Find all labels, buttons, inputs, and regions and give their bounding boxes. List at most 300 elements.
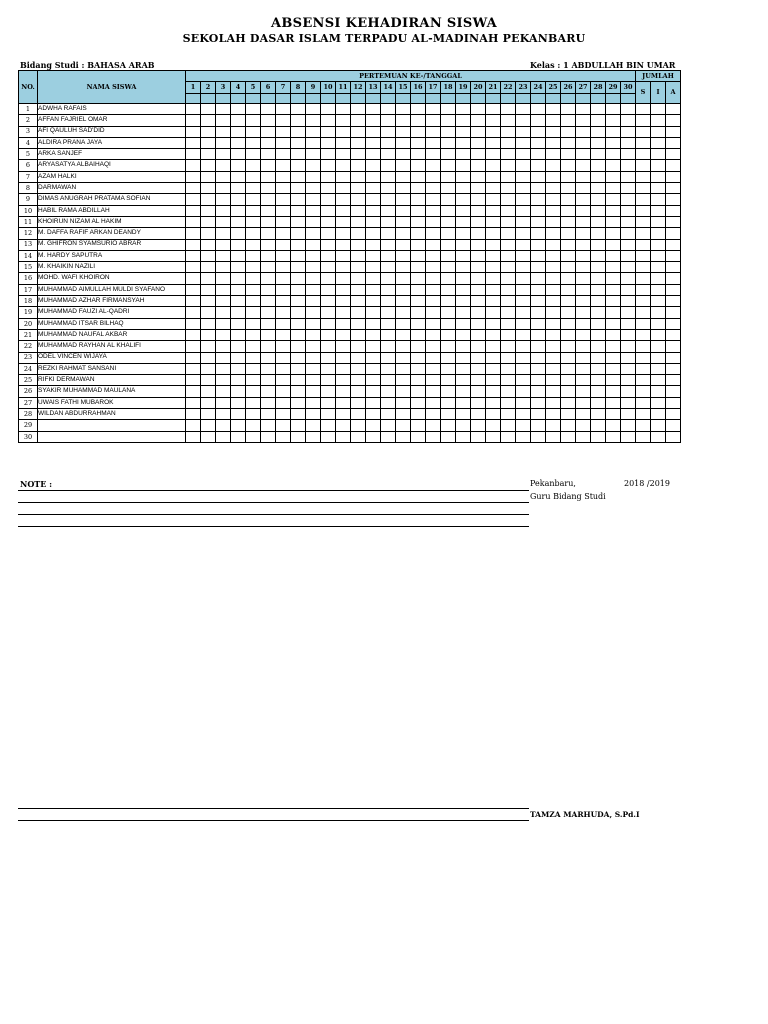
attendance-cell	[636, 160, 651, 171]
attendance-cell	[201, 216, 216, 227]
attendance-cell	[471, 149, 486, 160]
meeting-number: 30	[621, 82, 636, 94]
attendance-cell	[411, 352, 426, 363]
attendance-cell	[666, 341, 681, 352]
attendance-cell	[261, 137, 276, 148]
attendance-cell	[471, 228, 486, 239]
attendance-cell	[636, 431, 651, 442]
meeting-date-cell	[576, 94, 591, 104]
attendance-cell	[261, 104, 276, 115]
attendance-cell	[321, 137, 336, 148]
attendance-cell	[366, 397, 381, 408]
attendance-cell	[666, 262, 681, 273]
attendance-cell	[531, 386, 546, 397]
attendance-cell	[636, 397, 651, 408]
attendance-cell	[576, 329, 591, 340]
attendance-cell	[411, 273, 426, 284]
attendance-cell	[591, 318, 606, 329]
attendance-cell	[186, 273, 201, 284]
attendance-cell	[276, 262, 291, 273]
attendance-cell	[381, 341, 396, 352]
attendance-cell	[471, 273, 486, 284]
attendance-cell	[381, 296, 396, 307]
attendance-cell	[351, 307, 366, 318]
attendance-cell	[186, 386, 201, 397]
note-line	[18, 502, 529, 503]
attendance-cell	[501, 205, 516, 216]
attendance-cell	[456, 160, 471, 171]
attendance-cell	[666, 239, 681, 250]
attendance-cell	[531, 137, 546, 148]
attendance-cell	[516, 352, 531, 363]
attendance-cell	[351, 431, 366, 442]
attendance-cell	[426, 126, 441, 137]
attendance-cell	[576, 216, 591, 227]
attendance-cell	[606, 262, 621, 273]
attendance-cell	[636, 409, 651, 420]
table-row	[19, 386, 681, 397]
meeting-number: 10	[321, 82, 336, 94]
meeting-number: 22	[501, 82, 516, 94]
attendance-cell	[291, 137, 306, 148]
attendance-cell	[606, 126, 621, 137]
attendance-cell	[636, 363, 651, 374]
attendance-cell	[276, 341, 291, 352]
attendance-cell	[261, 205, 276, 216]
attendance-cell	[546, 183, 561, 194]
attendance-cell	[606, 115, 621, 126]
attendance-cell	[456, 273, 471, 284]
attendance-cell	[411, 284, 426, 295]
attendance-cell	[381, 386, 396, 397]
attendance-cell	[306, 239, 321, 250]
attendance-cell	[426, 420, 441, 431]
attendance-cell	[396, 431, 411, 442]
attendance-cell	[486, 397, 501, 408]
meeting-date-cell	[516, 94, 531, 104]
meeting-date-cell	[471, 94, 486, 104]
attendance-cell	[321, 420, 336, 431]
attendance-cell	[441, 126, 456, 137]
document-title: ABSENSI KEHADIRAN SISWA	[270, 16, 498, 31]
attendance-cell	[381, 250, 396, 261]
meeting-number: 26	[561, 82, 576, 94]
attendance-cell	[561, 228, 576, 239]
attendance-cell	[501, 352, 516, 363]
meeting-number: 12	[351, 82, 366, 94]
attendance-cell	[246, 363, 261, 374]
attendance-cell	[261, 149, 276, 160]
attendance-cell	[501, 318, 516, 329]
attendance-cell	[621, 239, 636, 250]
attendance-cell	[216, 228, 231, 239]
attendance-cell	[561, 160, 576, 171]
attendance-cell	[321, 205, 336, 216]
attendance-cell	[501, 228, 516, 239]
attendance-cell	[396, 273, 411, 284]
table-row	[19, 318, 681, 329]
attendance-cell	[606, 160, 621, 171]
school-name: SEKOLAH DASAR ISLAM TERPADU AL-MADINAH PEKANBARU	[182, 32, 586, 45]
attendance-cell	[351, 194, 366, 205]
attendance-cell	[486, 115, 501, 126]
attendance-cell	[381, 239, 396, 250]
attendance-cell	[546, 375, 561, 386]
attendance-cell	[666, 160, 681, 171]
attendance-cell	[201, 352, 216, 363]
attendance-cell	[441, 160, 456, 171]
attendance-cell	[201, 307, 216, 318]
attendance-cell	[621, 386, 636, 397]
attendance-cell	[231, 205, 246, 216]
attendance-cell	[531, 239, 546, 250]
attendance-cell	[231, 194, 246, 205]
attendance-cell	[261, 239, 276, 250]
attendance-cell	[246, 137, 261, 148]
attendance-cell	[651, 115, 666, 126]
attendance-cell	[486, 183, 501, 194]
attendance-cell	[486, 431, 501, 442]
total-column-label: I	[651, 82, 666, 104]
attendance-cell	[411, 126, 426, 137]
attendance-cell	[381, 149, 396, 160]
attendance-cell	[651, 171, 666, 182]
attendance-cell	[636, 262, 651, 273]
attendance-cell	[261, 262, 276, 273]
attendance-cell	[216, 431, 231, 442]
meeting-number: 6	[261, 82, 276, 94]
meeting-date-cell	[531, 94, 546, 104]
attendance-cell	[426, 149, 441, 160]
attendance-cell	[636, 296, 651, 307]
attendance-cell	[441, 216, 456, 227]
attendance-cell	[621, 284, 636, 295]
attendance-cell	[561, 115, 576, 126]
attendance-cell	[546, 273, 561, 284]
attendance-cell	[276, 352, 291, 363]
attendance-cell	[531, 397, 546, 408]
attendance-cell	[201, 318, 216, 329]
attendance-cell	[201, 375, 216, 386]
attendance-cell	[546, 171, 561, 182]
attendance-cell	[186, 329, 201, 340]
attendance-cell	[216, 386, 231, 397]
attendance-cell	[441, 386, 456, 397]
attendance-cell	[261, 431, 276, 442]
attendance-cell	[441, 171, 456, 182]
attendance-cell	[351, 104, 366, 115]
attendance-cell	[231, 296, 246, 307]
attendance-cell	[336, 104, 351, 115]
attendance-cell	[441, 307, 456, 318]
attendance-cell	[336, 363, 351, 374]
attendance-cell	[216, 409, 231, 420]
attendance-cell	[651, 194, 666, 205]
attendance-cell	[621, 307, 636, 318]
table-row	[19, 431, 681, 442]
attendance-cell	[636, 104, 651, 115]
attendance-cell	[306, 375, 321, 386]
attendance-cell	[201, 239, 216, 250]
table-row	[19, 307, 681, 318]
attendance-cell	[486, 262, 501, 273]
attendance-cell	[396, 160, 411, 171]
attendance-cell	[471, 352, 486, 363]
student-number: 27	[19, 397, 38, 408]
attendance-cell	[576, 375, 591, 386]
attendance-cell	[621, 397, 636, 408]
table-row	[19, 262, 681, 273]
attendance-cell	[471, 341, 486, 352]
attendance-cell	[456, 104, 471, 115]
attendance-cell	[336, 205, 351, 216]
attendance-cell	[636, 126, 651, 137]
attendance-cell	[216, 149, 231, 160]
attendance-cell	[666, 194, 681, 205]
attendance-cell	[546, 216, 561, 227]
attendance-cell	[471, 284, 486, 295]
attendance-cell	[336, 341, 351, 352]
attendance-cell	[201, 137, 216, 148]
attendance-cell	[366, 216, 381, 227]
attendance-cell	[501, 216, 516, 227]
attendance-cell	[456, 228, 471, 239]
attendance-cell	[246, 194, 261, 205]
attendance-cell	[201, 329, 216, 340]
attendance-cell	[336, 318, 351, 329]
attendance-cell	[186, 341, 201, 352]
attendance-cell	[486, 137, 501, 148]
attendance-cell	[651, 228, 666, 239]
attendance-cell	[636, 149, 651, 160]
attendance-cell	[591, 216, 606, 227]
attendance-cell	[216, 104, 231, 115]
student-number: 5	[19, 149, 38, 160]
attendance-cell	[411, 307, 426, 318]
meeting-date-cell	[246, 94, 261, 104]
attendance-cell	[396, 363, 411, 374]
attendance-cell	[336, 420, 351, 431]
attendance-cell	[276, 160, 291, 171]
table-row	[19, 329, 681, 340]
attendance-cell	[291, 149, 306, 160]
table-row	[19, 216, 681, 227]
note-line	[18, 820, 529, 821]
attendance-cell	[201, 409, 216, 420]
attendance-cell	[471, 420, 486, 431]
attendance-cell	[216, 296, 231, 307]
attendance-cell	[486, 329, 501, 340]
attendance-cell	[516, 194, 531, 205]
attendance-cell	[621, 352, 636, 363]
meeting-number: 19	[456, 82, 471, 94]
table-row	[19, 284, 681, 295]
attendance-cell	[561, 352, 576, 363]
attendance-cell	[456, 171, 471, 182]
attendance-cell	[546, 318, 561, 329]
attendance-cell	[396, 149, 411, 160]
attendance-cell	[186, 431, 201, 442]
attendance-cell	[231, 183, 246, 194]
attendance-cell	[276, 250, 291, 261]
attendance-cell	[351, 115, 366, 126]
attendance-cell	[441, 420, 456, 431]
student-name: HABIL RAMA ABDILLAH	[38, 205, 186, 216]
attendance-cell	[276, 284, 291, 295]
attendance-cell	[261, 409, 276, 420]
attendance-cell	[621, 171, 636, 182]
column-header-name: NAMA SISWA	[38, 71, 186, 104]
attendance-cell	[306, 250, 321, 261]
attendance-cell	[621, 318, 636, 329]
attendance-cell	[276, 205, 291, 216]
attendance-cell	[396, 375, 411, 386]
attendance-cell	[426, 115, 441, 126]
attendance-cell	[216, 352, 231, 363]
attendance-cell	[516, 307, 531, 318]
attendance-cell	[231, 137, 246, 148]
attendance-cell	[456, 149, 471, 160]
attendance-cell	[336, 216, 351, 227]
attendance-cell	[426, 296, 441, 307]
student-name: ALDIRA PRANA JAYA	[38, 137, 186, 148]
attendance-cell	[336, 273, 351, 284]
note-label: NOTE :	[20, 479, 53, 489]
attendance-cell	[546, 262, 561, 273]
attendance-cell	[426, 409, 441, 420]
student-number: 14	[19, 250, 38, 261]
attendance-cell	[201, 341, 216, 352]
table-row	[19, 205, 681, 216]
meeting-number: 24	[531, 82, 546, 94]
attendance-cell	[636, 341, 651, 352]
attendance-cell	[261, 115, 276, 126]
attendance-cell	[381, 363, 396, 374]
attendance-cell	[366, 104, 381, 115]
attendance-cell	[441, 228, 456, 239]
attendance-cell	[606, 352, 621, 363]
attendance-cell	[246, 273, 261, 284]
attendance-cell	[396, 318, 411, 329]
attendance-cell	[486, 284, 501, 295]
attendance-cell	[276, 273, 291, 284]
student-name: DARMAWAN	[38, 183, 186, 194]
attendance-cell	[426, 194, 441, 205]
attendance-cell	[621, 194, 636, 205]
attendance-cell	[246, 149, 261, 160]
attendance-cell	[411, 375, 426, 386]
attendance-cell	[261, 126, 276, 137]
attendance-cell	[636, 250, 651, 261]
attendance-cell	[351, 397, 366, 408]
attendance-cell	[441, 329, 456, 340]
attendance-cell	[666, 137, 681, 148]
attendance-cell	[351, 250, 366, 261]
attendance-cell	[666, 104, 681, 115]
meeting-number: 9	[306, 82, 321, 94]
attendance-cell	[306, 420, 321, 431]
attendance-cell	[471, 386, 486, 397]
attendance-cell	[351, 205, 366, 216]
attendance-cell	[486, 205, 501, 216]
meeting-date-cell	[441, 94, 456, 104]
student-number: 17	[19, 284, 38, 295]
attendance-cell	[516, 318, 531, 329]
attendance-cell	[606, 318, 621, 329]
table-row	[19, 160, 681, 171]
student-number: 15	[19, 262, 38, 273]
attendance-cell	[516, 126, 531, 137]
attendance-cell	[366, 318, 381, 329]
attendance-cell	[186, 352, 201, 363]
attendance-cell	[576, 250, 591, 261]
attendance-cell	[651, 273, 666, 284]
attendance-cell	[261, 160, 276, 171]
attendance-cell	[336, 375, 351, 386]
attendance-cell	[261, 363, 276, 374]
student-number: 24	[19, 363, 38, 374]
attendance-cell	[591, 149, 606, 160]
attendance-cell	[231, 375, 246, 386]
attendance-cell	[426, 216, 441, 227]
attendance-cell	[486, 104, 501, 115]
attendance-cell	[321, 363, 336, 374]
attendance-cell	[291, 363, 306, 374]
attendance-cell	[216, 273, 231, 284]
attendance-cell	[651, 126, 666, 137]
attendance-cell	[231, 341, 246, 352]
attendance-cell	[561, 205, 576, 216]
attendance-cell	[321, 431, 336, 442]
attendance-cell	[456, 329, 471, 340]
attendance-cell	[516, 409, 531, 420]
attendance-table	[18, 70, 681, 443]
attendance-cell	[501, 273, 516, 284]
attendance-cell	[576, 273, 591, 284]
attendance-cell	[216, 363, 231, 374]
attendance-cell	[396, 296, 411, 307]
attendance-cell	[201, 205, 216, 216]
meeting-number: 28	[591, 82, 606, 94]
attendance-cell	[231, 104, 246, 115]
attendance-cell	[381, 284, 396, 295]
student-number: 26	[19, 386, 38, 397]
attendance-cell	[321, 171, 336, 182]
attendance-cell	[591, 194, 606, 205]
student-number: 29	[19, 420, 38, 431]
attendance-cell	[516, 329, 531, 340]
attendance-cell	[621, 431, 636, 442]
attendance-cell	[546, 160, 561, 171]
attendance-cell	[456, 352, 471, 363]
attendance-cell	[516, 228, 531, 239]
attendance-cell	[351, 183, 366, 194]
table-row	[19, 397, 681, 408]
attendance-cell	[306, 262, 321, 273]
attendance-cell	[186, 307, 201, 318]
meeting-date-cell	[366, 94, 381, 104]
attendance-cell	[621, 250, 636, 261]
attendance-cell	[561, 284, 576, 295]
meeting-date-cell	[411, 94, 426, 104]
attendance-cell	[411, 160, 426, 171]
attendance-cell	[186, 397, 201, 408]
attendance-cell	[606, 329, 621, 340]
attendance-cell	[621, 329, 636, 340]
attendance-cell	[336, 386, 351, 397]
table-row	[19, 171, 681, 182]
attendance-cell	[411, 183, 426, 194]
